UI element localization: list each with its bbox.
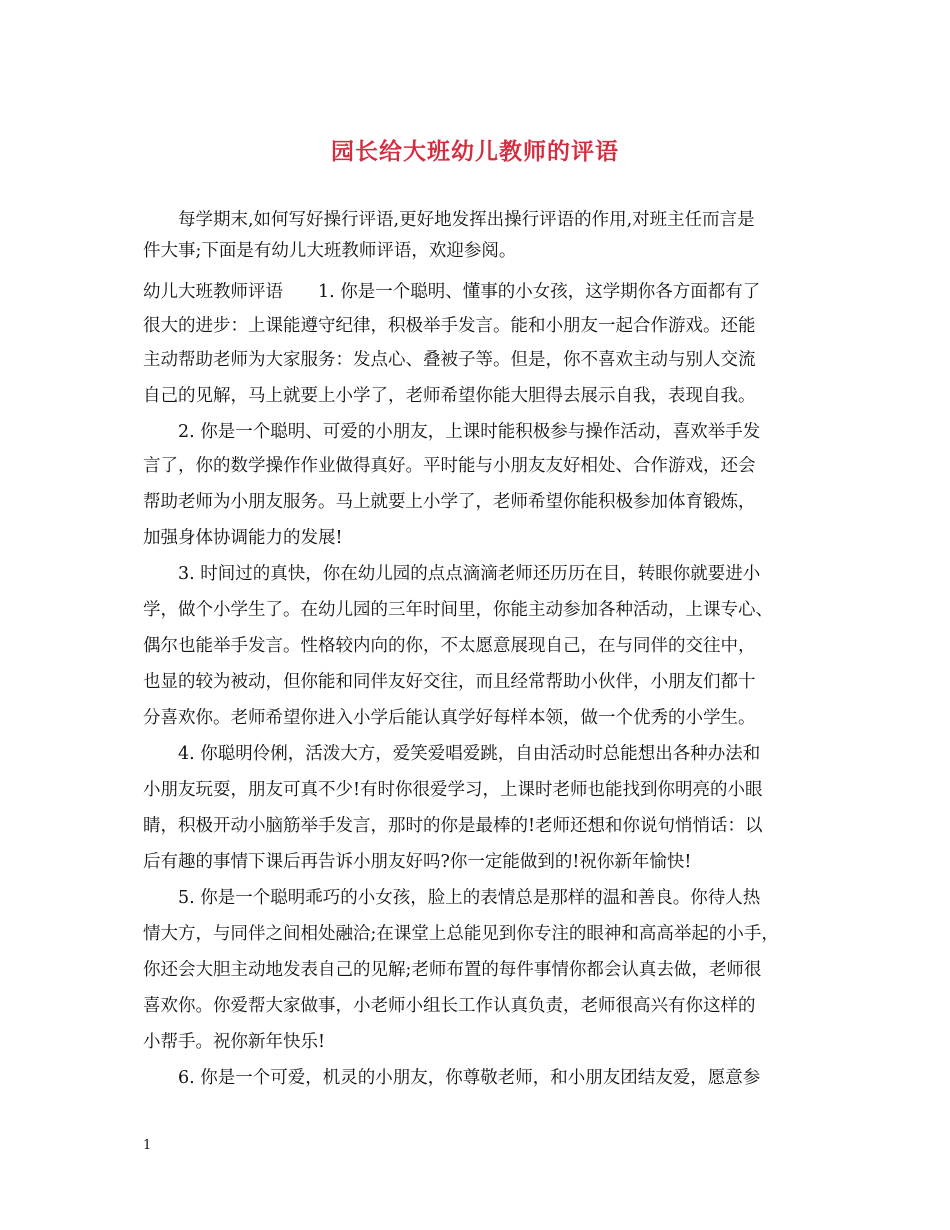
paragraph-line: 每学期末,如何写好操行评语,更好地发挥出操行评语的作用,对班主任而言是 (143, 210, 755, 230)
paragraph-line: 件大事;下面是有幼儿大班教师评语，欢迎参阅。 (143, 241, 517, 261)
paragraph-line: 后有趣的事情下课后再告诉小朋友好吗?你一定能做到的!祝你新年愉快! (143, 852, 692, 872)
paragraph-line: 加强身体协调能力的发展! (143, 528, 343, 548)
paragraph-line: 6. 你是一个可爱，机灵的小朋友，你尊敬老师，和小朋友团结友爱，愿意参 (143, 1068, 761, 1088)
paragraph-line: 情大方，与同伴之间相处融洽;在课堂上总能见到你专注的眼神和高高举起的小手， (143, 924, 779, 944)
paragraph-line: 帮助老师为小朋友服务。马上就要上小学了，老师希望你能积极参加体育锻炼， (143, 492, 756, 512)
paragraph-line: 很大的进步：上课能遵守纪律，积极举手发言。能和小朋友一起合作游戏。还能 (143, 316, 756, 336)
page-number: 1 (143, 1138, 152, 1153)
paragraph-line: 言了，你的数学操作作业做得真好。平时能与小朋友友好相处、合作游戏，还会 (143, 456, 756, 476)
paragraph-line: 也显的较为被动，但你能和同伴友好交往，而且经常帮助小伙伴，小朋友们都十 (143, 672, 756, 692)
paragraph-line: 分喜欢你。老师希望你进入小学后能认真学好每样本领，做一个优秀的小学生。 (143, 708, 756, 728)
paragraph-line: 主动帮助老师为大家服务：发点心、叠被子等。但是，你不喜欢主动与别人交流 (143, 350, 756, 370)
paragraph-line: 3. 时间过的真快，你在幼儿园的点点滴滴老师还历历在目，转眼你就要进小 (143, 564, 761, 584)
paragraph-line: 学，做个小学生了。在幼儿园的三年时间里，你能主动参加各种活动，上课专心、 (143, 600, 773, 620)
paragraph-line: 偶尔也能举手发言。性格较内向的你，不太愿意展现自己，在与同伴的交往中， (143, 636, 756, 656)
paragraph-line: 小帮手。祝你新年快乐! (143, 1032, 326, 1052)
paragraph-line: 5. 你是一个聪明乖巧的小女孩，脸上的表情总是那样的温和善良。你待人热 (143, 888, 761, 908)
paragraph-line: 2. 你是一个聪明、可爱的小朋友，上课时能积极参与操作活动，喜欢举手发 (143, 422, 761, 442)
paragraph-line: 4. 你聪明伶俐，活泼大方，爱笑爱唱爱跳，自由活动时总能想出各种办法和 (143, 744, 761, 764)
paragraph-line: 你还会大胆主动地发表自己的见解;老师布置的每件事情你都会认真去做，老师很 (143, 960, 762, 980)
paragraph-line: 喜欢你。你爱帮大家做事，小老师小组长工作认真负责，老师很高兴有你这样的 (143, 996, 756, 1016)
paragraph-line: 自己的见解，马上就要上小学了，老师希望你能大胆得去展示自我，表现自我。 (143, 386, 756, 406)
paragraph-line: 幼儿大班教师评语 1. 你是一个聪明、懂事的小女孩，这学期你各方面都有了 (143, 282, 761, 302)
document-title: 园长给大班幼儿教师的评语 (331, 138, 619, 165)
paragraph-line: 小朋友玩耍，朋友可真不少!有时你很爱学习，上课时老师也能找到你明亮的小眼 (143, 780, 763, 800)
paragraph-line: 睛，积极开动小脑筋举手发言，那时的你是最棒的!老师还想和你说句悄悄话：以 (143, 816, 763, 836)
